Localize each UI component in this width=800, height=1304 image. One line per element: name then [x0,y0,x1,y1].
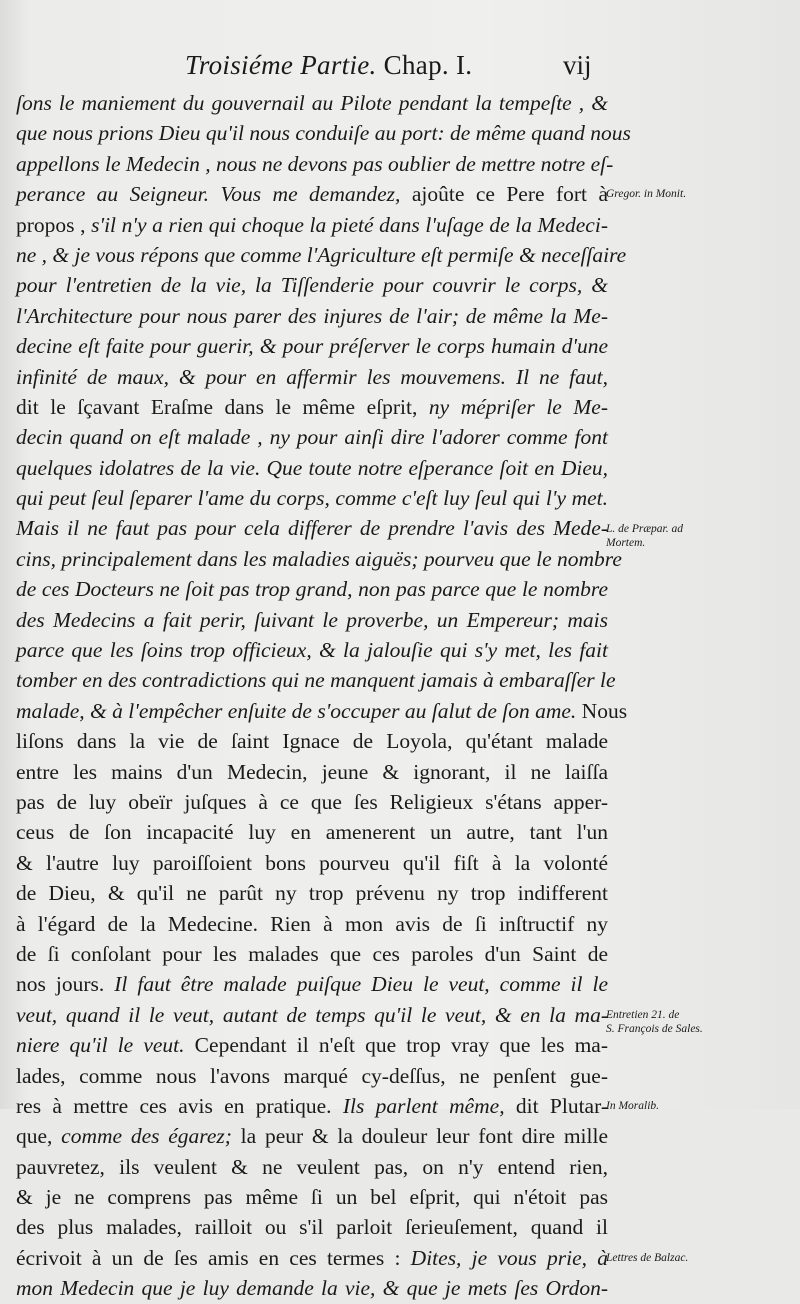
text-line [16,1243,608,1273]
roman-text: & je ne comprens pas même ſi un bel eſprit, qui n'étoit pas [16,1185,608,1210]
roman-text: à l'égard de la Medecine. Rien à mon avis de ſi inſtructif ny [16,911,608,936]
text-line [16,270,608,300]
margin-note-line: In Moralib. [606,1100,660,1113]
italic-text: que nous prions Dieu qu'il nous conduiſe au port: de même quand nous [16,121,631,146]
text-line [16,1091,608,1121]
italic-text: Mais il ne faut pas pour cela differer de prendre l'avis des Mede- [16,516,608,541]
text-line [16,696,628,726]
text-line [16,1000,608,1030]
margin-note [606,1099,796,1113]
margin-note-line: Gregor. in Monit. [606,188,687,201]
text-line [16,422,608,452]
title-chapter: Chap. I. [383,50,473,80]
page-number: vij [563,50,592,80]
italic-text: ſons le maniement du gouvernail au Pilote pendant la tempeſte , & [16,91,608,115]
roman-text: pauvretez, ils veulent & ne veulent pas, on n'y entend rien, [16,1154,608,1179]
margin-note-line: S. François de Sales. [606,1023,703,1035]
roman-text: Cependant il n'eſt que trop vray que les ma- [184,1033,609,1058]
running-header [0,50,800,90]
italic-text: Ils parlent même, [342,1093,505,1118]
margin-note-line: Lettres de Balzac. [606,1252,689,1265]
text-line [16,969,608,999]
text-line [16,453,608,483]
text-line [16,210,608,240]
text-line [16,1061,608,1091]
text-line [16,665,616,695]
italic-text: Dites, je vous prie, à [410,1245,608,1270]
italic-text: decin quand on eſt malade , ny pour ainſi dire l'adorer comme font [16,425,608,450]
text-line [16,118,631,148]
text-line [16,331,608,361]
running-title [185,50,472,81]
text-line [16,1182,608,1212]
text-line [16,1212,608,1242]
roman-text: entre les mains d'un Medecin, jeune & ignorant, il ne laiſſa [16,759,608,784]
margin-note [606,1251,796,1265]
margin-note [606,187,796,201]
text-line [16,362,608,392]
text-line [16,878,608,908]
text-line [16,301,608,331]
italic-text: appellons le Medecin , nous ne devons pas oublier de mettre notre eſ- [16,151,614,176]
italic-text: comme des égarez; [61,1124,232,1149]
italic-text: tomber en des contradictions qui ne manquent jamais à embaraſſer le [16,668,616,693]
roman-text: propos , [16,212,92,237]
roman-text: des plus malades, railloit ou s'il parloit ſerieuſement, quand il [16,1215,608,1240]
italic-text: des Medecins a fait perir, ſuivant le proverbe, un Empereur; mais [16,607,608,632]
text-line [16,817,608,847]
italic-text: malade, & à l'empêcher enſuite de s'occuper au ſalut de ſon ame. [16,698,577,723]
italic-text: ne , & je vous répons que comme l'Agriculture eſt permiſe & neceſſaire [16,242,627,267]
roman-text: lades, comme nous l'avons marqué cy-deſſus, ne penſent gue- [16,1063,608,1088]
roman-text: de Dieu, & qu'il ne parût ny trop prévenu ny trop indifferent [16,881,608,906]
roman-text: ceus de ſon incapacité luy en amenerent un autre, tant l'un [16,820,608,845]
margin-note [606,1008,796,1036]
text-line [16,757,608,787]
italic-text: mon Medecin que je luy demande la vie, & que je mets ſes Ordon- [16,1276,608,1301]
italic-text: parce que les ſoins trop officieux, & la jalouſie qui s'y met, les fait [16,638,608,663]
text-line [16,1030,608,1060]
text-line [16,483,608,513]
italic-text: perance au Seigneur. Vous me demandez, [16,182,401,207]
text-line [16,513,608,543]
text-line [16,240,627,270]
italic-text: ny mépriſer le Me- [428,394,608,419]
text-line [16,787,608,817]
roman-text: ajoûte ce Pere fort à [400,182,609,207]
text-line [16,848,608,878]
italic-text: veut, quand il le veut, autant de temps qu'il le veut, & en la ma- [16,1002,608,1027]
text-line [16,149,614,179]
margin-note-line: Entretien 21. de [606,1009,680,1021]
title-part: Troisiéme Partie. [185,50,377,80]
italic-text: decine eſt faite pour guerir, & pour préſerver le corps humain d'une [16,334,608,359]
roman-text: dit Plutar- [504,1093,608,1118]
roman-text: liſons dans la vie de ſaint Ignace de Loyola, qu'étant malade [16,729,608,754]
text-line [16,939,608,969]
text-line [16,392,608,422]
text-line [16,1152,608,1182]
roman-text: Nous [576,698,628,723]
italic-text: Il faut être malade puiſque Dieu le veut, comme il le [114,972,608,997]
roman-text: & l'autre luy paroiſſoient bons pourveu qu'il fiſt à la volonté [16,850,608,875]
roman-text: la peur & la douleur leur font dire mille [231,1124,609,1149]
roman-text: pas de luy obeïr juſques à ce que ſes Religieux s'étans apper- [16,789,608,814]
italic-text: s'il n'y a rien qui choque la pieté dans l'uſage de la Medeci- [91,212,608,237]
text-line [16,1121,608,1151]
roman-text: que, [16,1124,62,1149]
text-line [16,635,608,665]
text-line [16,726,608,756]
roman-text: de ſi conſolant pour les malades que ces paroles d'un Saint de [16,941,608,966]
text-line [16,909,608,939]
italic-text: l'Architecture pour nous parer des injures de l'air; de même la Me- [16,303,608,328]
italic-text: de ces Docteurs ne ſoit pas trop grand, non pas parce que le nombre [16,577,608,602]
roman-text: nos jours. [16,972,115,997]
text-line [16,544,622,574]
italic-text: infinité de maux, & pour en affermir les mouvemens. Il ne faut, [16,364,608,389]
italic-text: quelques idolatres de la vie. Que toute notre eſperance ſoit en Dieu, [16,455,608,480]
italic-text: qui peut ſeul ſeparer l'ame du corps, comme c'eſt luy ſeul qui l'y met. [16,486,608,511]
italic-text: niere qu'il le veut. [16,1033,185,1058]
margin-note-line: L. de Præpar. ad [606,522,683,535]
italic-text: pour l'entretien de la vie, la Tiſſenderie pour couvrir le corps, & [16,273,608,298]
italic-text: cins, principalement dans les maladies aiguës; pourveu que le nombre [16,546,622,571]
margin-note [606,522,796,550]
text-line [16,605,608,635]
text-line [16,574,608,604]
roman-text: dit le ſçavant Eraſme dans le même eſprit, [16,394,429,419]
text-line [16,88,608,118]
text-line [16,1273,608,1303]
margin-note-line: Mortem. [606,536,646,549]
roman-text: écrivoit à un de ſes amis en ces termes : [16,1245,411,1270]
roman-text: res à mettre ces avis en pratique. [16,1093,343,1118]
text-line [16,179,608,209]
